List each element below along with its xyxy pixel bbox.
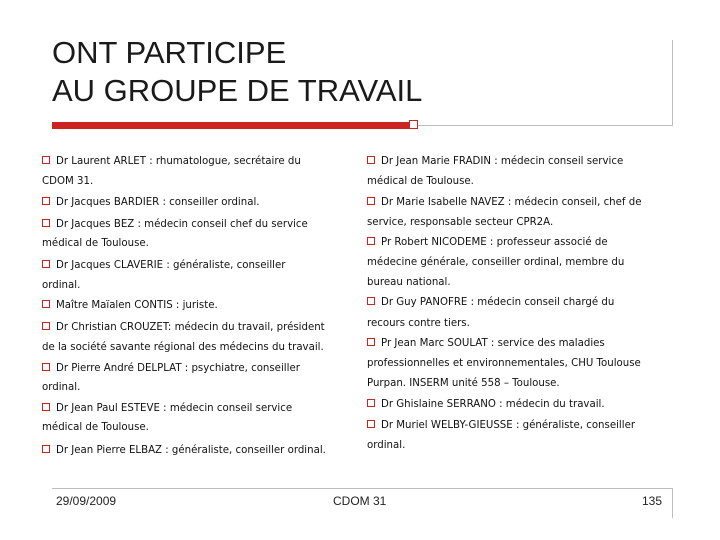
list-item-continuation: médecine générale, conseiller ordinal, membre du [367, 257, 625, 268]
list-item: Pr Robert NICODEME : professeur associé de [367, 236, 608, 249]
bullet-square-icon [42, 260, 50, 268]
slide-title [52, 34, 422, 110]
list-item-continuation: bureau national. [367, 277, 451, 288]
list-item-continuation: médical de Toulouse. [42, 422, 149, 433]
list-item-continuation: de la société savante régional des médecins du travail. [42, 342, 324, 353]
list-item: Dr Jacques CLAVERIE : généraliste, conseiller [42, 259, 285, 272]
bullet-square-icon [367, 237, 375, 245]
list-item-continuation: médical de Toulouse. [42, 238, 149, 249]
title-accent-square [409, 120, 418, 129]
list-item-continuation: professionnelles et environnementales, CHU Toulouse [367, 358, 641, 369]
bullet-square-icon [367, 399, 375, 407]
footer-page-number: 135 [642, 494, 663, 508]
list-item-continuation: CDOM 31. [42, 176, 94, 187]
list-item-continuation: recours contre tiers. [367, 318, 470, 329]
list-item: Dr Jean Marie FRADIN : médecin conseil service [367, 155, 623, 168]
footer-date: 29/09/2009 [56, 494, 117, 508]
bullet-square-icon [42, 197, 50, 205]
list-item: Dr Marie Isabelle NAVEZ : médecin conseil, chef de [367, 196, 641, 209]
list-item-continuation: service, responsable secteur CPR2A. [367, 217, 554, 228]
bullet-square-icon [42, 363, 50, 371]
list-item: Dr Pierre André DELPLAT : psychiatre, conseiller [42, 362, 300, 375]
list-item: Maître Maïalen CONTIS : juriste. [42, 299, 218, 312]
frame-right-line-bottom [672, 488, 673, 518]
list-item: Dr Jean Paul ESTEVE : médecin conseil service [42, 402, 292, 415]
list-item: Dr Christian CROUZET: médecin du travail, président [42, 321, 325, 334]
bullet-square-icon [42, 445, 50, 453]
bullet-square-icon [42, 300, 50, 308]
bullet-square-icon [367, 156, 375, 164]
list-item: Dr Laurent ARLET : rhumatologue, secrétaire du [42, 155, 301, 168]
bullet-square-icon [367, 197, 375, 205]
list-item: Dr Guy PANOFRE : médecin conseil chargé du [367, 296, 614, 309]
list-item: Dr Jacques BEZ : médecin conseil chef du service [42, 218, 308, 231]
frame-right-line-top [672, 40, 673, 126]
bullet-square-icon [42, 322, 50, 330]
title-accent-bar [52, 122, 414, 129]
bullet-square-icon [367, 420, 375, 428]
bullet-square-icon [42, 219, 50, 227]
bullet-square-icon [367, 297, 375, 305]
list-item: Dr Jacques BARDIER : conseiller ordinal. [42, 196, 260, 209]
list-item: Pr Jean Marc SOULAT : service des maladies [367, 337, 605, 350]
list-item-continuation: médical de Toulouse. [367, 176, 474, 187]
list-item: Dr Muriel WELBY-GIEUSSE : généraliste, conseiller [367, 419, 635, 432]
list-item-continuation: Purpan. INSERM unité 558 – Toulouse. [367, 378, 560, 389]
list-item: Dr Ghislaine SERRANO : médecin du travail. [367, 398, 605, 411]
title-line-2: AU GROUPE DE TRAVAIL [52, 73, 423, 108]
footer-divider-line [52, 488, 672, 489]
bullet-square-icon [367, 338, 375, 346]
list-item-continuation: ordinal. [367, 440, 406, 451]
bullet-square-icon [42, 403, 50, 411]
list-item-continuation: ordinal. [42, 280, 81, 291]
list-item: Dr Jean Pierre ELBAZ : généraliste, conseiller ordinal. [42, 444, 326, 457]
title-line-1: ONT PARTICIPE [52, 35, 287, 70]
list-item-continuation: ordinal. [42, 382, 81, 393]
footer-center-text: CDOM 31 [333, 494, 387, 508]
bullet-square-icon [42, 156, 50, 164]
